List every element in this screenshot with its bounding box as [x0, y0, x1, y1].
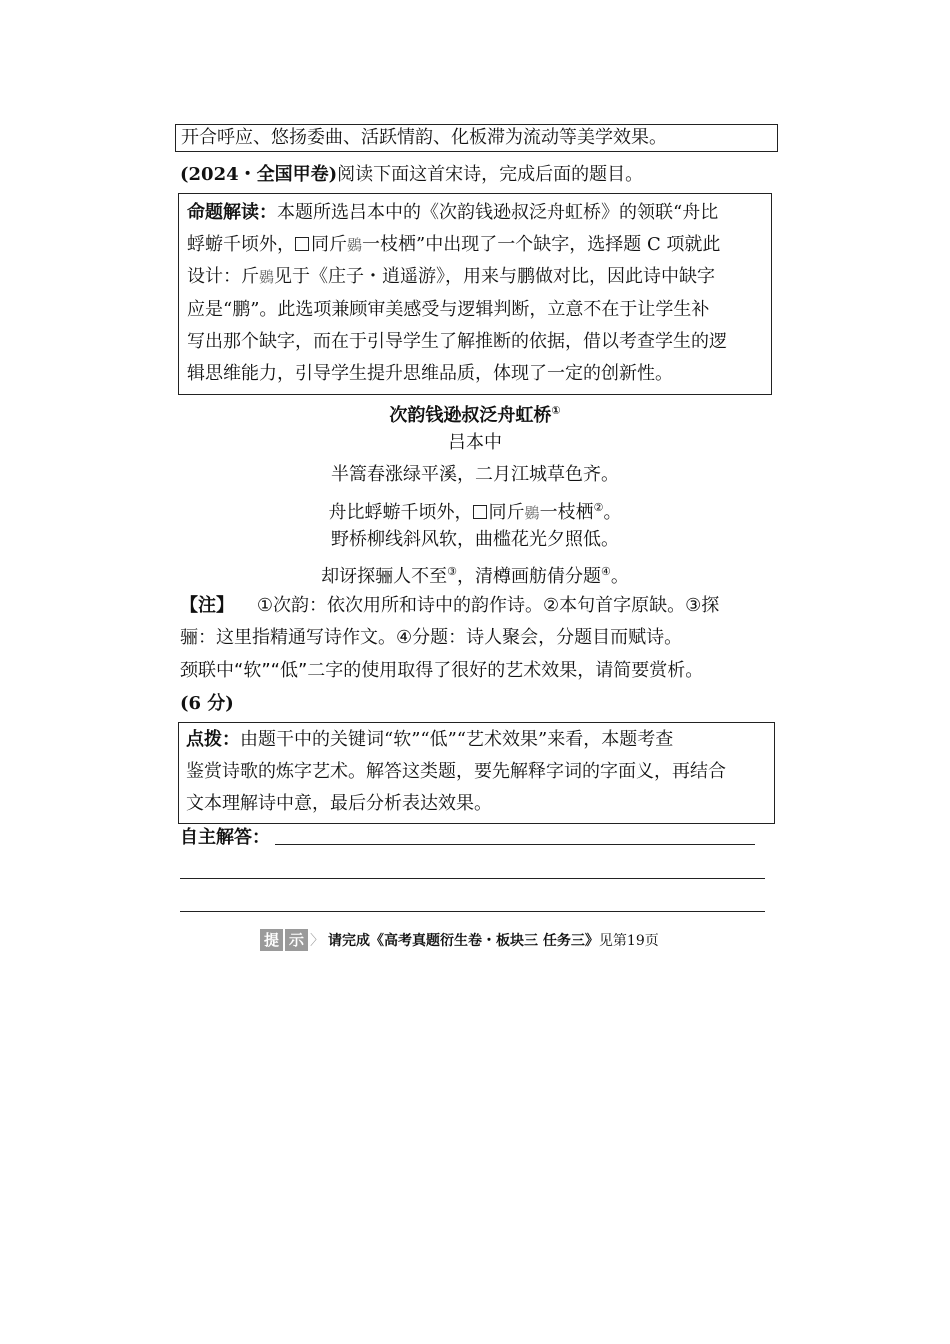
hint-line-1: 点拨：由题干中的关键词“软”“低”“艺术效果”来看，本题考查	[186, 729, 674, 750]
notes-label: 【注】	[180, 595, 234, 616]
question-intro-text: 阅读下面这首宋诗，完成后面的题目。	[337, 164, 644, 185]
analysis-box	[178, 193, 772, 395]
poem-line-3: 野桥柳线斜风软，曲槛花光夕照低。	[331, 529, 619, 550]
hint-line-2: 鉴赏诗歌的炼字艺术。解答这类题，要先解释字词的字面义，再结合	[186, 761, 726, 782]
question-intro	[180, 159, 643, 191]
analysis-line-2: 蜉蝣千顷外， 同斤鷃一枝栖”中出现了一个缺字，选择题 C 项就此	[187, 234, 721, 255]
missing-char-box	[473, 505, 487, 519]
tip-page-ref: 见第19页	[598, 933, 659, 949]
answer-label: 自主解答：	[180, 827, 270, 848]
answer-line-3[interactable]	[180, 911, 765, 912]
question-text: 颈联中“软”“低”二字的使用取得了很好的艺术效果，请简要赏析。	[180, 660, 704, 681]
question-source: (2024・全国甲卷)	[180, 164, 338, 185]
analysis-line-6: 辑思维能力，引导学生提升思维品质，体现了一定的创新性。	[187, 363, 673, 384]
chevron-right-icon: 〉	[310, 933, 325, 949]
analysis-line-4: 应是“鹏”。此选项兼顾审美感受与逻辑判断，立意不在于让学生补	[187, 299, 710, 320]
tip-badge-2: 示	[285, 929, 308, 951]
poem-line-2: 舟比蜉蝣千顷外， 同斤鷃一枝栖②。	[328, 501, 622, 523]
answer-line-1[interactable]	[275, 844, 755, 845]
notes-line-2: 骊：这里指精通写诗作文。④分题：诗人聚会，分题目而赋诗。	[180, 627, 683, 648]
missing-char-box	[295, 237, 309, 251]
analysis-line-1: 命题解读：本题所选吕本中的《次韵钱逊叔泛舟虹桥》的领联“舟比	[187, 202, 719, 223]
poem-line-1: 半篙春涨绿平溪，二月江城草色齐。	[331, 464, 619, 485]
hint-box	[178, 722, 775, 824]
analysis-line-3: 设计：斤鷃见于《庄子・逍遥游》，用来与鹏做对比，因此诗中缺字	[187, 266, 716, 287]
answer-line-2[interactable]	[180, 878, 765, 879]
poem-line-4: 却讶探骊人不至③，清樽画舫倩分题④。	[321, 565, 629, 587]
analysis-line-5: 写出那个缺字，而在于引导学生了解推断的依据，借以考查学生的逻	[187, 331, 727, 352]
tip-footer	[260, 929, 659, 951]
hint-label: 点拨：	[186, 729, 240, 750]
top-box	[175, 124, 778, 152]
poem-title: 次韵钱逊叔泛舟虹桥①	[389, 404, 561, 426]
rare-char: 鷃	[347, 236, 363, 254]
analysis-label: 命题解读：	[187, 202, 277, 223]
question-score: (6 分)	[180, 693, 234, 714]
tip-text: 请完成《高考真题衍生卷・板块三 任务三》	[328, 933, 599, 949]
poem-author: 吕本中	[448, 432, 502, 453]
tip-badge-1: 提	[260, 929, 283, 951]
top-box-text: 开合呼应、悠扬委曲、活跃情韵、化板滞为流动等美学效果。	[181, 127, 667, 148]
hint-line-3: 文本理解诗中意，最后分析表达效果。	[186, 793, 492, 814]
notes-line-1: 【注】 ①次韵：依次用所和诗中的韵作诗。②本句首字原缺。③探	[180, 595, 720, 616]
